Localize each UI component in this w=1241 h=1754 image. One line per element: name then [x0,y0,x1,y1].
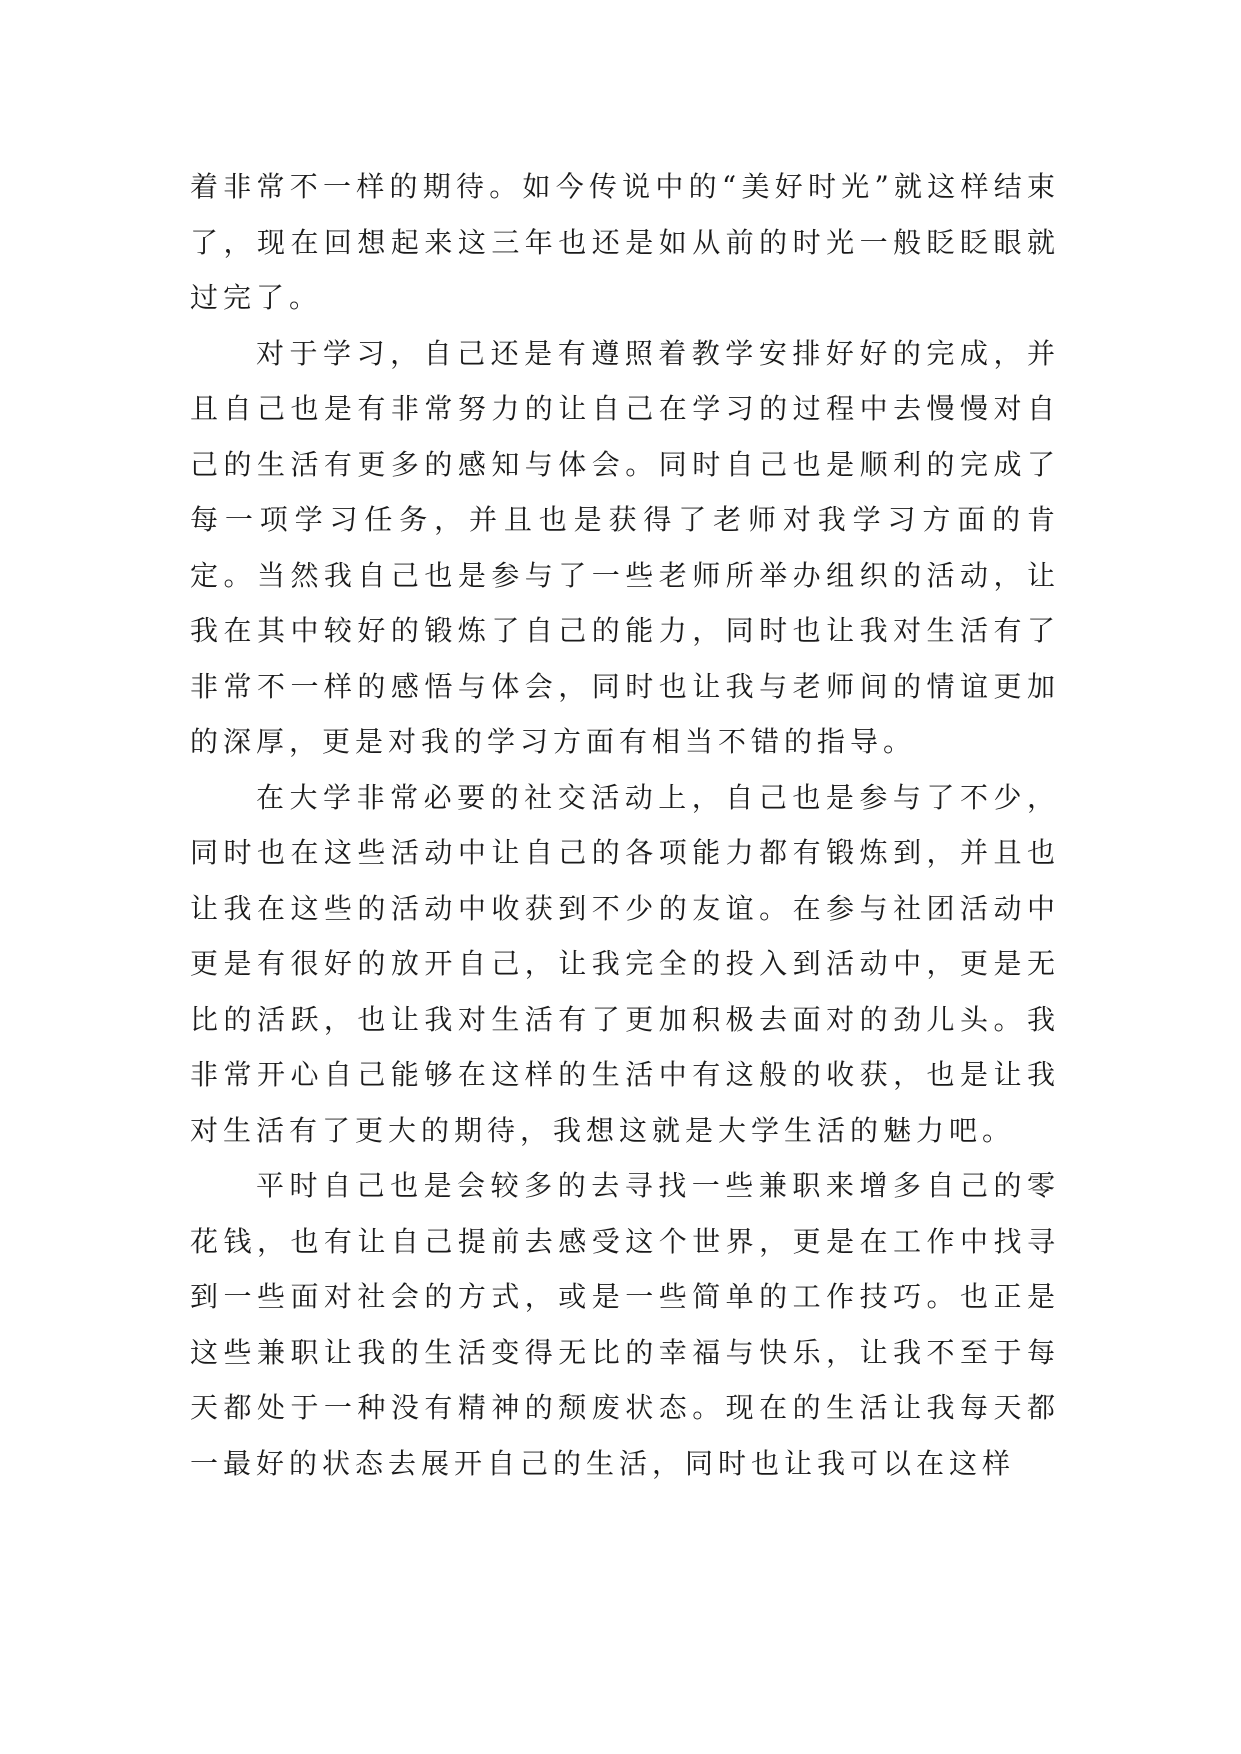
paragraph-continuation: 着非常不一样的期待。如今传说中的“美好时光”就这样结束了，现在回想起来这三年也还是如从前的时光一般眨眨眼就过完了。 [190,170,1060,314]
document-page [190,159,1060,1491]
paragraph-social-activities: 在大学非常必要的社交活动上，自己也是参与了不少，同时也在这些活动中让自己的各项能力都有锻炼到，并且也让我在这些的活动中收获到不少的友谊。在参与社团活动中更是有很好的放开自己，让我完全的投入到活动中，更是无比的活跃，也让我对生活有了更加积极去面对的劲儿头。我非常开心自己能够在这样的生活中有这般的收获，也是让我对生活有了更大的期待，我想这就是大学生活的魅力吧。 [190,780,1060,1147]
paragraph-study: 对于学习，自己还是有遵照着教学安排好好的完成，并且自己也是有非常努力的让自己在学习的过程中去慢慢对自己的生活有更多的感知与体会。同时自己也是顺利的完成了每一项学习任务，并且也是获得了老师对我学习方面的肯定。当然我自己也是参与了一些老师所举办组织的活动，让我在其中较好的锻炼了自己的能力，同时也让我对生活有了非常不一样的感悟与体会，同时也让我与老师间的情谊更加的深厚，更是对我的学习方面有相当不错的指导。 [190,336,1060,758]
paragraph-part-time-jobs: 平时自己也是会较多的去寻找一些兼职来增多自己的零花钱，也有让自己提前去感受这个世界，更是在工作中找寻到一些面对社会的方式，或是一些简单的工作技巧。也正是这些兼职让我的生活变得无比的幸福与快乐，让我不至于每天都处于一种没有精神的颓废状态。现在的生活让我每天都一最好的状态去展开自己的生活，同时也让我可以在这样 [190,1169,1060,1480]
